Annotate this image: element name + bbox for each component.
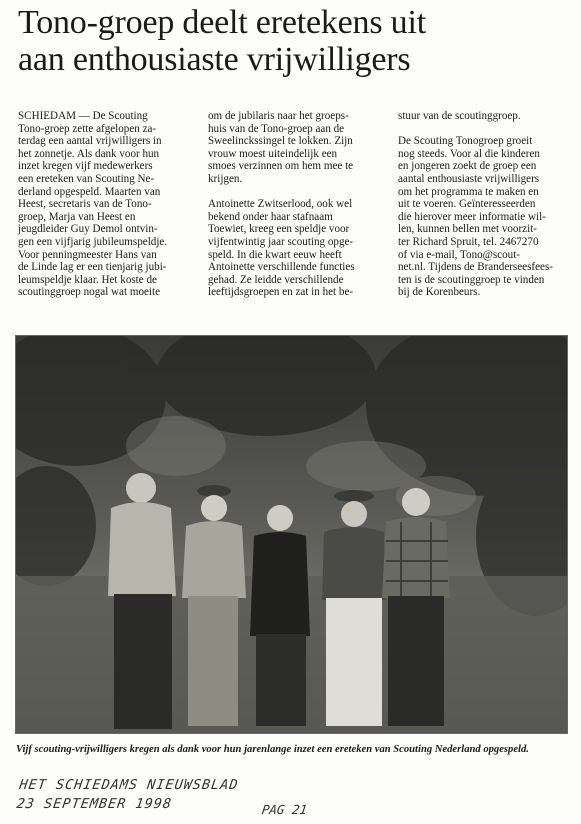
article-line: of via e-mail, Tono@scout- <box>398 248 520 261</box>
headline-line-2: aan enthousiaste vrijwilligers <box>18 41 411 78</box>
article-line: De Scouting Tonogroep groeit <box>398 135 533 148</box>
article-column-3 <box>398 110 566 312</box>
article-line: bekend onder haar stafnaam <box>208 210 333 223</box>
article-line: Voor penningmeester Hans van <box>18 248 157 261</box>
article-column-2 <box>208 110 384 312</box>
article-line: om de jubilaris naar het groeps- <box>208 110 349 122</box>
person-3 <box>250 505 310 726</box>
handwritten-source-note <box>15 776 360 814</box>
article-line: derland opgespeld. Maarten van <box>18 185 161 198</box>
article-line: Sweelinckssingel te lokken. Zijn <box>208 135 353 148</box>
article-line: een ereteken van Scouting Ne- <box>18 172 155 185</box>
article-line: Tono-groep zette afgelopen za- <box>18 122 157 135</box>
headline-line-1: Tono-groep deelt eretekens uit <box>18 4 426 41</box>
article-line: gehad. Ze leidde verschillende <box>208 273 344 286</box>
article-column-1 <box>18 110 194 312</box>
article-line: vrouw moest uiteindelijk een <box>208 147 338 160</box>
article-line: groep, Marja van Heest en <box>18 210 136 223</box>
article-line: krijgen. <box>208 172 243 185</box>
article-line: net.nl. Tijdens de Branderseesfees- <box>398 261 553 274</box>
handwritten-date: 23 SEPTEMBER 1998 <box>15 796 174 812</box>
article-line: bij de Korenbeurs. <box>398 286 481 299</box>
article-line: om het programma te maken en <box>398 185 539 198</box>
article-line: ten is de scoutinggroep te vinden <box>398 273 545 286</box>
article-line: inzet kregen vijf medewerkers <box>18 160 153 173</box>
article-line: ter Richard Spruit, tel. 2467270 <box>398 235 539 248</box>
article-line: jeugdleider Guy Demol ontvin- <box>18 223 158 236</box>
article-line: speld. In die kwart eeuw heeft <box>208 248 342 261</box>
article-line: SCHIEDAM — De Scouting <box>18 110 148 122</box>
article-line: Antoinette Zwitserlood, ook wel <box>208 198 353 211</box>
photo-caption: Vijf scouting-vrijwilligers kregen als dank voor hun jarenlange inzet een ereteken van Scouting Nederland opgespeld. <box>16 744 529 755</box>
article-line: nog steeds. Voor al die kinderen <box>398 147 540 160</box>
article-line: leumspeldje klaar. Het koste de <box>18 273 157 286</box>
article-line: aantal enthousiaste vrijwilligers <box>398 172 540 185</box>
handwritten-page-number: PAG 21 <box>260 802 309 817</box>
group-photo <box>15 335 568 734</box>
article-line: Antoinette verschillende functies <box>208 261 355 274</box>
article-line: huis van de Tono-groep aan de <box>208 122 345 135</box>
article-line: uit te voeren. Geïnteresseerden <box>398 198 536 211</box>
article-line: Heest, secretaris van de Tono- <box>18 198 152 211</box>
article-line: en jongeren zoekt de groep een <box>398 160 537 173</box>
article-line: terdag een aantal vrijwilligers in <box>18 135 162 148</box>
article-line: vijfentwintig jaar scouting opge- <box>208 235 354 248</box>
article-line: Toewiet, kreeg een speldje voor <box>208 223 350 236</box>
headline <box>18 4 568 78</box>
person-1 <box>108 473 176 729</box>
article-line: gen een vijfjarig jubileumspeldje. <box>18 235 168 248</box>
article-line: len, kunnen bellen met voorzit- <box>398 223 537 236</box>
person-5 <box>382 488 450 726</box>
article-line: scoutinggroep nogal wat moeite <box>18 286 161 299</box>
article-line: smoes verzinnen om hem mee te <box>208 160 354 173</box>
handwritten-newspaper-name: HET SCHIEDAMS NIEUWSBLAD <box>18 777 240 793</box>
article-line: de Linde lag er een tienjarig jubi- <box>18 261 167 274</box>
article-line: leeftijdsgroepen en zat in het be- <box>208 286 354 299</box>
article-line: die hierover meer informatie wil- <box>398 210 546 223</box>
article-line: het zonnetje. Als dank voor hun <box>18 147 160 160</box>
article-line: stuur van de scoutinggroep. <box>398 110 521 122</box>
